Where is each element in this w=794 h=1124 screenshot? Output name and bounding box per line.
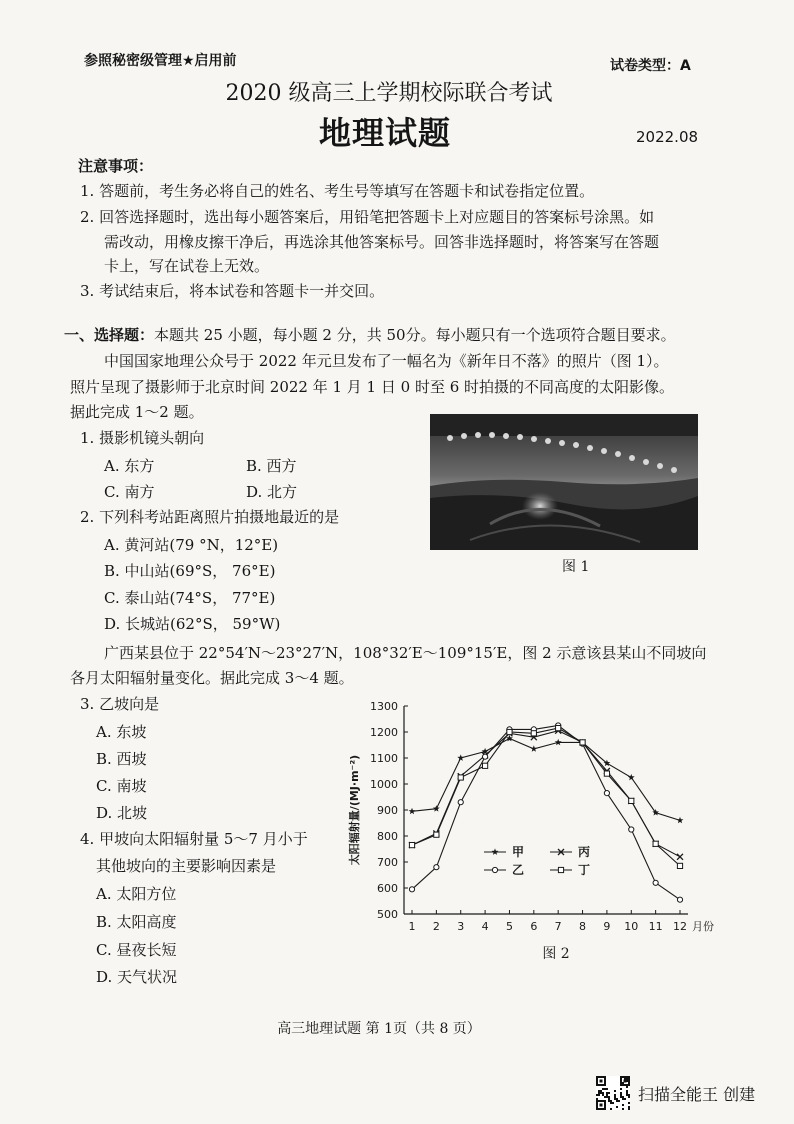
passage2-line-1: 广西某县位于 22°54′N～23°27′N，108°32′E～109°15′E，图 2 示意该县某山不同坡向 [104,644,707,662]
series-point-square [677,863,682,868]
series-point-circle [677,897,682,902]
legend-marker [558,867,563,872]
q1-option-d: D. 北方 [246,483,298,501]
series-point-square [458,775,463,780]
series-point-circle [629,827,634,832]
x-tick-label: 3 [457,920,465,933]
q3-option-a: A. 东坡 [96,723,147,741]
legend-label: 甲 [512,845,525,859]
x-tick-label: 7 [554,920,562,933]
series-line-circle [412,726,680,900]
q1-option-a: A. 东方 [104,457,155,475]
q2-option-c: C. 泰山站(74°S， 77°E) [104,589,276,607]
notice-line-3: 需改动，用橡皮擦干净后，再选涂其他答案标号。回答非选择题时，将答案写在答题 [104,233,660,251]
q2-option-d: D. 长城站(62°S， 59°W) [104,615,281,633]
y-tick-label: 1100 [370,752,398,765]
paper-type-label: 试卷类型：A [610,58,691,74]
x-axis-label: 月份 [692,920,714,933]
x-tick-label: 9 [603,920,611,933]
q2-stem: 2. 下列科考站距离照片拍摄地最近的是 [80,508,340,526]
series-point-circle [604,791,609,796]
q3-stem: 3. 乙坡向是 [80,695,160,713]
q2-option-a: A. 黄河站(79 °N，12°E) [104,536,279,554]
x-tick-label: 10 [624,920,639,933]
series-point-square [482,763,487,768]
confidential-label: 参照秘密级管理★启用前 [84,53,237,69]
legend-label: 丁 [578,863,591,877]
series-point-star [409,808,416,815]
series-point-circle [482,754,487,759]
y-tick-label: 600 [377,882,398,895]
series-point-circle [458,800,463,805]
q4-option-c: C. 昼夜长短 [96,941,177,959]
x-tick-label: 5 [505,920,513,933]
figure2-caption: 图 2 [542,946,570,962]
x-tick-label: 8 [579,920,587,933]
x-tick-label: 11 [648,920,663,933]
legend-label: 乙 [512,863,525,877]
x-tick-label: 1 [408,920,416,933]
q2-option-b: B. 中山站(69°S， 76°E) [104,562,276,580]
series-point-square [629,798,634,803]
notice-line-5: 3. 考试结束后，将本试卷和答题卡一并交回。 [80,282,385,300]
q3-option-c: C. 南坡 [96,777,147,795]
series-point-square [604,771,609,776]
series-point-circle [434,865,439,870]
y-tick-label: 1300 [370,700,398,713]
series-point-square [531,731,536,736]
y-tick-label: 900 [377,804,398,817]
series-line-square [412,728,680,866]
notice-line-2: 2. 回答选择题时，选出每小题答案后，用铅笔把答题卡上对应题目的答案标号涂黑。如 [80,208,655,226]
series-line-star [412,739,680,821]
subject-title: 地理试题 [318,114,451,152]
series-point-square [507,729,512,734]
q4-stem-line-2: 其他坡向的主要影响因素是 [96,857,277,875]
passage1-line-3: 据此完成 1～2 题。 [70,403,204,421]
y-axis-label: 太阳辐射量/(MJ·m⁻²) [348,754,361,866]
midnight-sun-photo [430,414,698,550]
notice-line-4: 卡上，写在试卷上无效。 [104,257,270,275]
q4-option-a: A. 太阳方位 [96,885,177,903]
series-point-square [409,843,414,848]
radiation-chart [344,694,724,974]
y-tick-label: 500 [377,908,398,921]
q3-option-d: D. 北坡 [96,804,148,822]
y-tick-label: 700 [377,856,398,869]
notice-heading: 注意事项： [78,157,154,175]
exam-title: 2020 级高三上学期校际联合考试 [225,81,553,106]
y-tick-label: 1000 [370,778,398,791]
section-heading: 一、选择题：本题共 25 小题，每小题 2 分，共 50分。每小题只有一个选项符合题目要求。 [64,326,676,344]
q1-option-b: B. 西方 [246,457,297,475]
q1-option-c: C. 南方 [104,483,155,501]
series-point-star [677,817,684,824]
x-tick-label: 12 [673,920,687,933]
q3-option-b: B. 西坡 [96,750,147,768]
x-tick-label: 2 [432,920,440,933]
x-tick-label: 6 [530,920,538,933]
series-point-star [433,805,440,812]
passage2-line-2: 各月太阳辐射量变化。据此完成 3～4 题。 [70,669,354,687]
scanner-watermark: 扫描全能王 创建 [638,1085,756,1104]
series-point-square [434,832,439,837]
q1-stem: 1. 摄影机镜头朝向 [80,429,205,447]
page-footer: 高三地理试题 第 1页（共 8 页） [277,1021,481,1037]
series-point-square [580,740,585,745]
passage1-line-1: 中国国家地理公众号于 2022 年元旦发布了一幅名为《新年日不落》的照片（图 1）。 [104,352,669,370]
series-point-circle [409,887,414,892]
series-point-square [556,726,561,731]
passage1-line-2: 照片呈现了摄影师于北京时间 2022 年 1 月 1 日 0 时至 6 时拍摄的不同高度的太阳影像。 [70,378,675,396]
legend-marker [492,848,499,855]
series-point-circle [653,880,658,885]
series-line-x [412,731,680,857]
series-point-square [653,841,658,846]
qr-code-icon [596,1076,630,1110]
q4-option-d: D. 天气状况 [96,968,178,986]
series-point-star [530,745,537,752]
series-point-star [457,754,464,761]
notice-line-1: 1. 答题前，考生务必将自己的姓名、考生号等填写在答题卡和试卷指定位置。 [80,182,595,200]
x-tick-label: 4 [481,920,489,933]
series-point-star [628,774,635,781]
figure1-caption: 图 1 [562,559,590,575]
y-tick-label: 1200 [370,726,398,739]
legend-label: 丙 [578,845,591,859]
legend-marker [492,867,497,872]
series-point-x [677,854,683,860]
q4-stem-line-1: 4. 甲坡向太阳辐射量 5～7 月小于 [80,830,308,848]
exam-date: 2022.08 [636,128,699,146]
q4-option-b: B. 太阳高度 [96,913,177,931]
series-point-star [555,739,562,746]
y-tick-label: 800 [377,830,398,843]
